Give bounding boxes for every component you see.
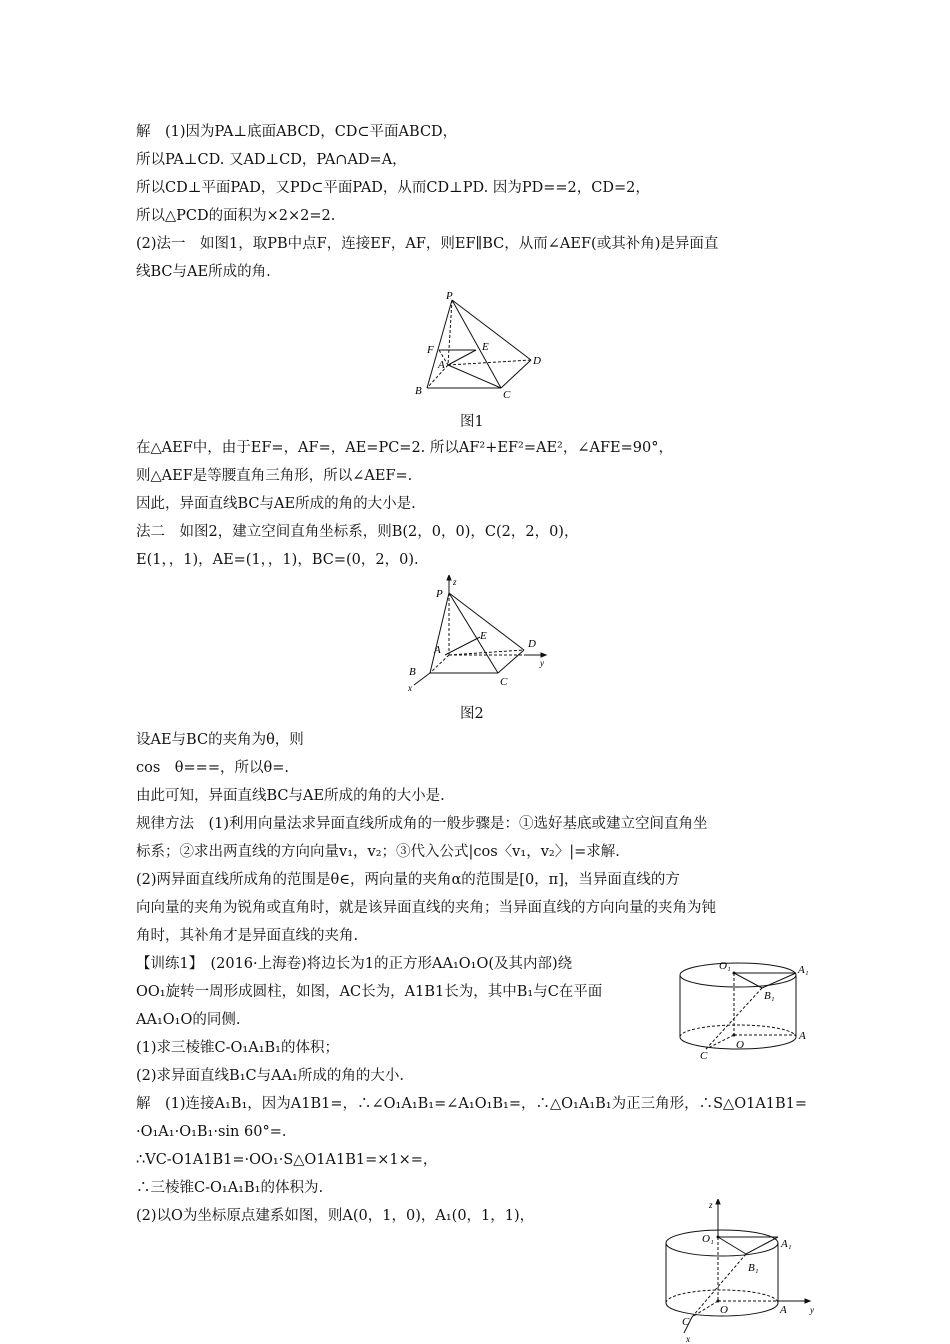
fig1-label-f: F [427, 344, 434, 356]
exercise-solution-line1: 解 (1)连接A₁B₁，因为A1B1=，∴∠O₁A₁B₁=∠A₁O₁B₁=，∴△O₁A₁B₁为正三角形，∴S△O1A1B1= [136, 1096, 808, 1112]
solution-part1-line2: 所以PA⊥CD. 又AD⊥CD，PA∩AD=A， [136, 152, 407, 168]
method1-line3: 在△AEF中，由于EF=，AF=，AE=PC=2. 所以AF²+EF²=AE²，∠AFE=90°， [136, 440, 673, 456]
exercise-solution-line5: (2)以O为坐标原点建系如图，则A(0，1，0)，A₁(0，1，1)， [136, 1208, 535, 1224]
fig3-label-c: C [700, 1050, 708, 1060]
fig4-label-c: C [682, 1316, 690, 1328]
fig2-label-x: x [408, 683, 412, 693]
exercise-line3: AA₁O₁O的同侧. [136, 1012, 241, 1028]
exercise-solution-line3: ∴VC-O1A1B1=·OO₁·S△O1A1B1=×1×=， [136, 1152, 438, 1168]
fig3-label-o: O [736, 1039, 744, 1051]
exercise-solution-line2: ·O₁A₁·O₁B₁·sin 60°=. [136, 1124, 287, 1140]
fig3-label-o1: O₁ [719, 960, 731, 972]
exercise-line4: (1)求三棱锥C-O₁A₁B₁的体积； [136, 1040, 339, 1056]
rule-line3: (2)两异面直线所成角的范围是θ∈，两向量的夹角α的范围是[0，π]，当异面直线的方 [136, 872, 680, 888]
fig1-label-b: B [415, 385, 422, 397]
fig2-label-p: P [436, 588, 443, 600]
fig2-label-y: y [540, 658, 544, 668]
fig4-label-a: A [780, 1304, 787, 1316]
method1-line2: 线BC与AE所成的角. [136, 264, 271, 280]
fig1-label-a: A [438, 359, 445, 371]
exercise-line2: OO₁旋转一周形成圆柱，如图，AC长为，A1B1长为，其中B₁与C在平面 [136, 984, 603, 1000]
figure-2-caption: 图2 [460, 706, 484, 722]
fig3-label-b1: B₁ [764, 990, 775, 1002]
fig2-label-z: z [453, 577, 457, 587]
figure-1-pyramid [400, 290, 560, 405]
method2-line4: cos θ===，所以θ=. [136, 760, 289, 776]
rule-line2: 标系；②求出两直线的方向向量v₁，v₂；③代入公式|cos〈v₁，v₂〉|=求解. [136, 844, 620, 860]
fig4-label-o: O [720, 1304, 728, 1316]
fig1-label-e: E [482, 341, 489, 353]
figure-4-cylinder-coords [660, 1199, 830, 1344]
fig1-label-d: D [533, 355, 541, 367]
fig4-label-y: y [810, 1305, 814, 1315]
method1-line5: 因此，异面直线BC与AE所成的角的大小是. [136, 496, 416, 512]
method1-line1: (2)法一 如图1，取PB中点F，连接EF，AF，则EF∥BC，从而∠AEF(或其补角)是异面直 [136, 236, 719, 252]
rule-line1: 规律方法 (1)利用向量法求异面直线所成角的一般步骤是：①选好基底或建立空间直角坐 [136, 816, 708, 832]
exercise-line5: (2)求异面直线B₁C与AA₁所成的角的大小. [136, 1068, 404, 1084]
fig2-label-d: D [528, 638, 536, 650]
fig2-label-e: E [480, 630, 487, 642]
rule-line4: 向向量的夹角为锐角或直角时，就是该异面直线的夹角；当异面直线的方向向量的夹角为钝 [136, 900, 716, 916]
method1-line4: 则△AEF是等腰直角三角形，所以∠AEF=. [136, 468, 413, 484]
fig2-label-c: C [500, 676, 508, 688]
fig1-label-p: P [446, 290, 453, 302]
fig3-label-a: A [799, 1030, 806, 1042]
solution-part1-line3: 所以CD⊥平面PAD，又PD⊂平面PAD，从而CD⊥PD. 因为PD==2，CD=2， [136, 180, 650, 196]
method2-line2: E(1，，1)，AE=(1，，1)，BC=(0，2，0). [136, 552, 419, 568]
figure-1-caption: 图1 [460, 414, 484, 430]
figure-3-cylinder [676, 955, 816, 1060]
method2-line5: 由此可知，异面直线BC与AE所成的角的大小是. [136, 788, 445, 804]
fig2-label-a: A [434, 644, 441, 656]
method2-line1: 法二 如图2，建立空间直角坐标系，则B(2，0，0)，C(2，2，0)， [136, 524, 579, 540]
fig4-label-x: x [686, 1334, 690, 1344]
figure-2-pyramid-coords [400, 575, 560, 693]
exercise-solution-line4: ∴三棱锥C-O₁A₁B₁的体积为. [136, 1180, 324, 1196]
solution-part1-line4: 所以△PCD的面积为×2×2=2. [136, 208, 336, 224]
fig4-label-a1: A₁ [781, 1238, 792, 1250]
exercise-line1: 【训练1】 (2016·上海卷)将边长为1的正方形AA₁O₁O(及其内部)绕 [136, 956, 573, 972]
fig2-label-b: B [409, 666, 416, 678]
fig3-label-a1: A₁ [798, 964, 809, 976]
fig4-label-b1: B₁ [748, 1262, 759, 1274]
fig4-label-o1: O₁ [702, 1233, 714, 1245]
method2-line3: 设AE与BC的夹角为θ，则 [136, 732, 304, 748]
rule-line5: 角时，其补角才是异面直线的夹角. [136, 928, 359, 944]
fig4-label-z: z [709, 1200, 713, 1210]
solution-part1-line1: 解 (1)因为PA⊥底面ABCD，CD⊂平面ABCD， [136, 124, 458, 140]
fig1-label-c: C [503, 389, 511, 401]
